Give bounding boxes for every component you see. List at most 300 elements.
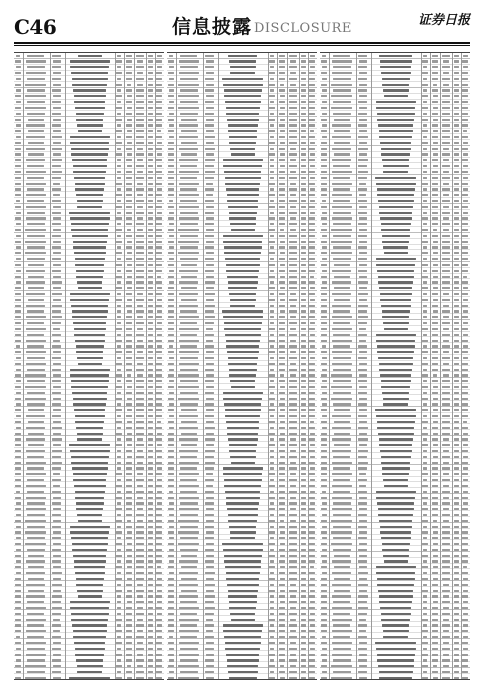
table-cell [205,165,214,167]
table-cell [332,305,351,307]
table-cell [71,386,108,388]
table-cell [126,613,131,615]
table-cell [229,601,257,603]
table-cell [463,421,468,423]
table-cell [126,124,132,126]
table-cell [137,316,143,318]
table-cell [157,601,162,603]
table-cell [137,183,144,185]
table-cell [156,543,162,545]
table-cell [126,148,132,150]
table-cell [148,619,153,621]
table-cell [377,421,415,423]
table-cell [205,188,214,190]
table-cell [168,188,174,190]
table-cell [331,543,352,545]
table-cell [321,630,327,632]
table-cell [422,578,428,580]
table-cell [301,183,306,185]
table-cell [156,136,162,138]
table-cell [205,305,215,307]
table-cell [28,409,44,411]
table-cell [148,130,153,132]
table-cell [433,456,438,458]
table-cell [332,293,351,295]
table-cell [52,171,62,173]
table-cell [333,624,350,626]
table-cell [180,165,197,167]
table-cell [463,188,468,190]
table-cell [168,95,174,97]
table-cell [27,177,44,179]
table-cell [15,624,21,626]
table-cell [454,485,459,487]
table-cell [179,136,198,138]
table-cell [15,677,21,679]
table-cell [279,322,284,324]
table-cell [127,590,132,592]
table-cell [289,456,297,458]
table-cell [289,531,296,533]
table-cell [148,89,152,91]
table-cell [136,78,144,80]
table-cell [269,72,274,74]
table-cell [331,398,352,400]
table-cell [168,328,173,330]
table-cell [53,84,61,86]
table-cell [26,630,46,632]
table-cell [442,444,449,446]
table-cell [423,66,427,68]
table-cell [52,514,61,516]
table-cell [157,636,162,638]
table-cell [454,153,459,155]
table-cell [269,130,275,132]
table-cell [454,508,459,510]
table-cell [15,60,21,62]
table-cell [321,508,327,510]
table-cell [116,252,121,254]
table-cell [206,328,213,330]
table-cell [332,281,351,283]
table-cell [378,508,414,510]
table-cell [74,642,105,644]
table-cell [381,380,411,382]
table-cell [423,601,427,603]
table-cell [28,299,44,301]
table-cell [269,252,274,254]
table-cell [205,345,214,347]
table-cell [432,113,438,115]
table-cell [442,200,450,202]
table-cell [290,374,297,376]
table-cell [301,351,306,353]
table-cell [179,560,198,562]
table-cell [269,555,274,557]
table-cell [462,485,468,487]
table-cell [359,520,367,522]
table-cell [443,293,449,295]
table-cell [321,310,327,312]
table-cell [26,60,46,62]
table-cell [270,148,275,150]
table-cell [321,264,327,266]
table-cell [423,514,428,516]
table-cell [117,310,121,312]
table-cell [422,398,427,400]
table-cell [168,398,174,400]
table-cell [301,514,305,516]
table-cell [322,560,327,562]
table-cell [229,136,257,138]
table-cell [269,497,274,499]
table-cell [53,566,61,568]
table-cell [116,276,122,278]
table-cell [137,473,144,475]
table-cell [375,642,416,644]
table-cell [52,648,61,650]
table-cell [157,165,162,167]
table-cell [168,456,174,458]
table-cell [279,316,285,318]
table-cell [332,328,352,330]
table-cell [205,148,215,150]
table-cell [27,310,44,312]
table-cell [462,619,468,621]
table-cell [442,514,450,516]
table-cell [148,183,153,185]
table-cell [180,467,197,469]
table-cell [443,316,449,318]
table-cell [26,427,45,429]
table-cell [136,636,144,638]
table-cell [206,374,214,376]
table-cell [229,444,257,446]
table-cell [442,276,449,278]
table-cell [310,636,315,638]
table-cell [25,374,46,376]
table-cell [148,374,153,376]
table-cell [53,95,61,97]
table-cell [321,130,327,132]
table-cell [322,223,327,225]
table-cell [169,78,174,80]
table-cell [463,212,468,214]
table-cell [463,165,468,167]
table-cell [289,101,297,103]
table-cell [27,165,44,167]
table-cell [454,328,459,330]
table-cell [180,357,198,359]
table-cell [321,206,327,208]
table-cell [15,566,21,568]
table-cell [126,217,132,219]
table-cell [168,473,173,475]
table-cell [379,369,412,371]
table-cell [26,171,46,173]
table-cell [206,287,214,289]
table-cell [148,665,153,667]
table-cell [309,619,315,621]
table-cell [127,555,132,557]
table-cell [322,357,327,359]
table-cell [432,514,438,516]
table-cell [289,613,297,615]
table-cell [156,607,162,609]
table-cell [25,531,46,533]
table-cell [148,316,153,318]
table-cell [178,665,199,667]
table-cell [423,624,427,626]
table-cell [73,322,106,324]
table-cell [168,153,174,155]
table-cell [74,95,106,97]
table-cell [269,107,274,109]
table-cell [301,654,306,656]
table-cell [332,595,351,597]
table-cell [74,566,105,568]
table-cell [157,624,162,626]
table-cell [270,246,275,248]
table-cell [332,183,352,185]
table-cell [432,595,438,597]
table-cell [179,328,199,330]
table-cell [332,607,352,609]
table-cell [433,398,438,400]
table-cell [359,421,367,423]
table-cell [377,119,414,121]
table-cell [383,165,409,167]
table-cell [433,276,438,278]
table-cell [383,89,409,91]
table-cell [462,415,468,417]
table-cell [442,409,449,411]
table-cell [279,642,285,644]
table-cell [462,183,468,185]
table-cell [228,281,258,283]
table-cell [432,363,438,365]
table-cell [180,392,198,394]
table-cell [432,508,438,510]
table-cell [15,433,21,435]
table-cell [331,84,352,86]
table-cell [358,159,368,161]
table-cell [156,124,162,126]
table-cell [321,322,327,324]
table-cell [157,55,162,57]
table-cell [228,438,258,440]
table-cell [136,659,144,661]
table-cell [179,497,199,499]
table-cell [432,340,438,342]
table-cell [181,578,197,580]
table-cell [321,479,327,481]
table-cell [422,229,427,231]
table-cell [126,194,132,196]
table-cell [52,659,61,661]
table-cell [432,177,437,179]
table-cell [280,456,285,458]
table-cell [178,241,199,243]
table-cell [205,392,214,394]
table-cell [72,159,107,161]
table-cell [423,357,427,359]
table-cell [289,543,296,545]
table-cell [462,136,468,138]
table-cell [136,252,143,254]
table-cell [225,101,261,103]
table-cell [148,549,152,551]
table-cell [70,607,109,609]
table-cell [136,671,144,673]
table-cell [332,124,351,126]
table-cell [137,508,144,510]
table-cell [332,427,351,429]
table-cell [53,473,60,475]
table-cell [376,107,415,109]
table-cell [15,95,21,97]
table-cell [375,177,416,179]
table-cell [53,107,61,109]
table-cell [432,438,438,440]
table-cell [310,345,315,347]
table-cell [229,293,256,295]
table-cell [280,153,285,155]
table-cell [301,369,305,371]
table-cell [52,491,61,493]
table-cell [179,340,199,342]
table-cell [321,229,327,231]
table-cell [15,310,21,312]
table-cell [279,473,285,475]
table-cell [442,380,450,382]
table-cell [432,78,438,80]
table-cell [309,194,315,196]
table-cell [358,258,367,260]
table-cell [269,421,275,423]
table-cell [462,241,468,243]
table-cell [359,566,367,568]
table-cell [27,345,44,347]
table-cell [116,578,122,580]
table-cell [442,479,450,481]
table-cell [148,153,153,155]
table-cell [321,456,327,458]
table-cell [52,89,61,91]
table-cell [52,584,62,586]
table-cell [178,531,199,533]
table-cell [126,328,132,330]
table-cell [26,485,46,487]
table-cell [423,549,428,551]
table-cell [117,281,122,283]
table-cell [462,526,467,528]
table-cell [28,153,44,155]
table-cell [279,194,285,196]
table-cell [442,310,450,312]
table-cell [270,450,275,452]
brand-block [418,14,470,28]
table-cell [279,60,285,62]
table-cell [27,613,44,615]
table-cell [462,293,468,295]
table-cell [179,206,199,208]
table-cell [432,630,438,632]
table-cell [358,601,367,603]
table-cell [53,241,61,243]
table-cell [205,357,214,359]
table-cell [126,200,131,202]
table-cell [432,148,438,150]
table-cell [322,345,327,347]
table-cell [279,188,284,190]
table-cell [126,334,131,336]
table-cell [136,287,143,289]
table-cell [463,613,468,615]
table-cell [148,107,153,109]
table-cell [117,560,122,562]
table-cell [16,113,21,115]
table-cell [454,392,458,394]
table-cell [422,264,427,266]
table-cell [126,246,132,248]
table-cell [157,310,162,312]
table-cell [126,659,132,661]
table-cell [443,438,449,440]
table-cell [454,531,459,533]
table-cell [462,438,468,440]
table-cell [433,84,438,86]
table-cell [206,264,214,266]
table-cell [463,357,468,359]
table-cell [381,223,411,225]
table-cell [280,95,285,97]
table-cell [227,194,259,196]
table-cell [205,270,214,272]
table-cell [52,345,61,347]
table-cell [225,258,260,260]
table-cell [359,508,367,510]
table-cell [137,485,144,487]
table-cell [463,299,468,301]
table-cell [52,392,61,394]
table-cell [454,101,458,103]
table-cell [432,89,438,91]
table-cell [279,392,285,394]
table-cell [270,369,275,371]
table-cell [290,654,297,656]
table-cell [334,409,350,411]
table-cell [290,485,297,487]
table-cell [432,462,438,464]
table-cell [358,514,367,516]
table-cell [433,520,438,522]
table-cell [442,66,450,68]
table-cell [333,200,350,202]
table-cell [358,235,367,237]
table-cell [117,450,122,452]
table-cell [321,276,327,278]
table-cell [126,212,131,214]
table-cell [454,212,458,214]
table-cell [148,101,152,103]
table-cell [382,392,409,394]
table-cell [321,165,327,167]
table-cell [301,55,307,57]
table-cell [310,276,315,278]
table-cell [15,578,21,580]
table-cell [454,491,460,493]
